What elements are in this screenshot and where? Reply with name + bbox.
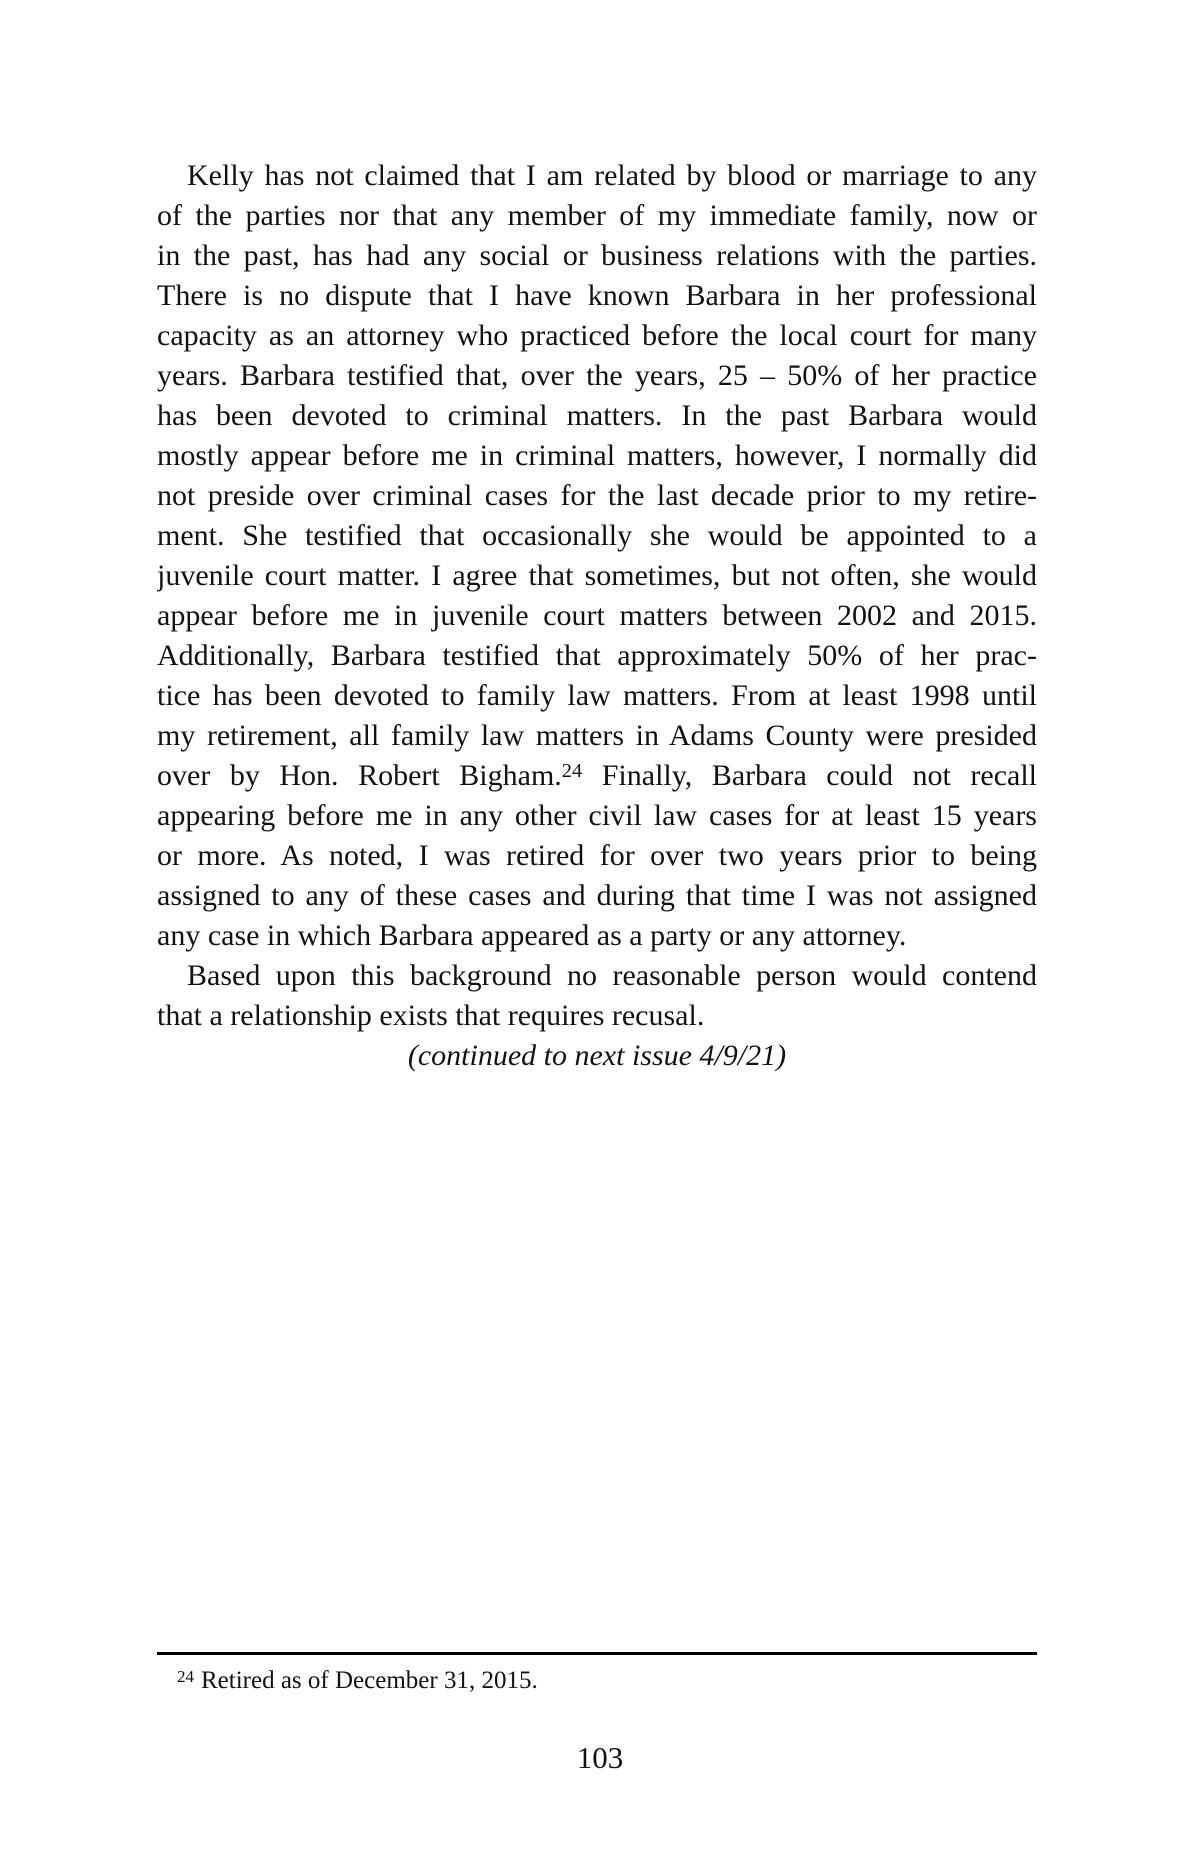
text-segment: over by Hon. Robert Bigham. <box>157 759 562 792</box>
text-line: appear before me in juvenile court matters between 2002 and 2015. <box>157 599 1037 632</box>
footnote-24 <box>177 1664 1037 1698</box>
text-line-with-footnote-ref <box>157 756 1037 796</box>
footnote-text: Retired as of December 31, 2015. <box>201 1667 538 1694</box>
text-line: or more. As noted, I was retired for over two years prior to being <box>157 839 1037 872</box>
footnote-section <box>157 1652 1037 1698</box>
text-line: Additionally, Barbara testified that approximately 50% of her prac- <box>157 639 1037 672</box>
text-line: my retirement, all family law matters in Adams County were presided <box>157 719 1037 752</box>
text-line: There is no dispute that I have known Barbara in her professional <box>157 279 1037 312</box>
text-line: Based upon this background no reasonable person would contend <box>187 959 1037 992</box>
footnote-marker: 24 <box>177 1666 194 1686</box>
text-line: ment. She testified that occasionally she would be appointed to a <box>157 519 1037 552</box>
body-text <box>157 156 1037 1076</box>
paragraph-2 <box>157 956 1037 1036</box>
footnote-reference-24: 24 <box>561 760 583 783</box>
paragraph-1 <box>157 156 1037 956</box>
text-line: has been devoted to criminal matters. In the past Barbara would <box>157 399 1037 432</box>
page-number: 103 <box>576 1740 624 1775</box>
text-line: not preside over criminal cases for the last decade prior to my retire- <box>157 479 1037 512</box>
text-line: any case in which Barbara appeared as a party or any attorney. <box>157 919 907 952</box>
text-line: assigned to any of these cases and during that time I was not assigned <box>157 879 1037 912</box>
text-line: of the parties nor that any member of my immediate family, now or <box>157 199 1037 232</box>
text-line: that a relationship exists that requires recusal. <box>157 999 705 1032</box>
text-line: capacity as an attorney who practiced before the local court for many <box>157 319 1037 352</box>
text-line: mostly appear before me in criminal matters, however, I normally did <box>157 439 1037 472</box>
continuation-note: (continued to next issue 4/9/21) <box>407 1039 787 1072</box>
text-line: appearing before me in any other civil law cases for at least 15 years <box>157 799 1037 832</box>
text-line: Kelly has not claimed that I am related by blood or marriage to any <box>187 159 1037 192</box>
text-segment: Finally, Barbara could not recall <box>582 759 1037 792</box>
text-line: in the past, has had any social or business relations with the parties. <box>157 239 1037 272</box>
text-line: years. Barbara testified that, over the years, 25 – 50% of her practice <box>157 359 1037 392</box>
text-line: juvenile court matter. I agree that sometimes, but not often, she would <box>157 559 1037 592</box>
text-line: tice has been devoted to family law matters. From at least 1998 until <box>157 679 1037 712</box>
